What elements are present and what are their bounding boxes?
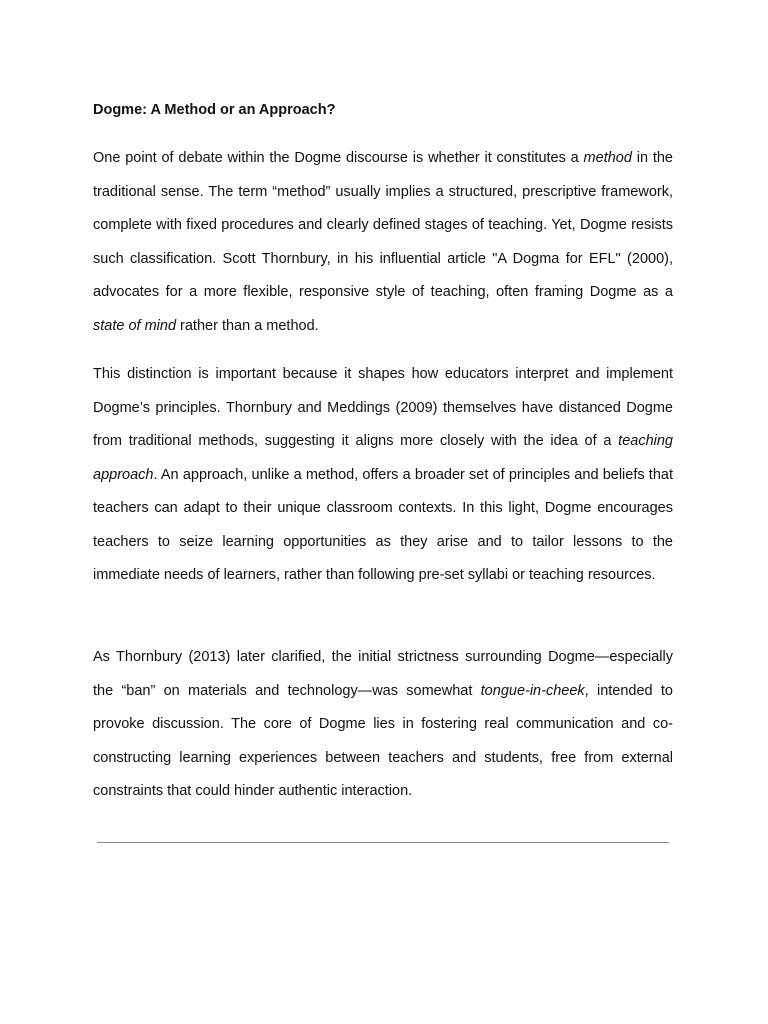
- emphasis-teaching-approach: teaching approach: [93, 433, 673, 483]
- document-title: Dogme: A Method or an Approach?: [93, 102, 336, 118]
- paragraph-3: [93, 641, 673, 809]
- emphasis-method: method: [583, 150, 632, 166]
- paragraph-text: , intended to provoke discussion. The core of Dogme lies in fostering real communication and co-constructing learning experiences between teachers and students, free from external constraints that could hinder authentic interaction.: [93, 682, 673, 799]
- paragraph-text: This distinction is important because it shapes how educators interpret and implement Dogme’s principles. Thornbury and Meddings (2009) themselves have distanced Dogme from traditional methods, suggesting it aligns more closely with the idea of a: [93, 366, 673, 449]
- paragraph-text: . An approach, unlike a method, offers a broader set of principles and beliefs that teachers can adapt to their unique classroom contexts. In this light, Dogme encourages teachers to seize learning opportunities as they arise and to tailor lessons to the immediate needs of learners, rather than following pre-set syllabi or teaching resources.: [93, 466, 673, 583]
- horizontal-divider: [97, 842, 669, 843]
- paragraph-2: [93, 358, 673, 593]
- paragraph-text: rather than a method.: [176, 317, 319, 334]
- paragraph-text: in the traditional sense. The term “method” usually implies a structured, prescriptive framework, complete with fixed procedures and clearly defined stages of teaching. Yet, Dogme resists such classification. Scott Thornbury, in his influential article "A Dogma for EFL" (2000), advocates for a more flexible, responsive style of teaching, often framing Dogme as a: [93, 150, 673, 300]
- paragraph-1: [93, 142, 673, 343]
- paragraph-text: As Thornbury (2013) later clarified, the initial strictness surrounding Dogme—especially the “ban” on materials and technology—was somewhat: [93, 649, 673, 699]
- emphasis-state-of-mind: state of mind: [93, 317, 177, 334]
- paragraph-text: One point of debate within the Dogme discourse is whether it constitutes a: [93, 150, 584, 166]
- emphasis-tongue-in-cheek: tongue-in-cheek: [480, 682, 585, 699]
